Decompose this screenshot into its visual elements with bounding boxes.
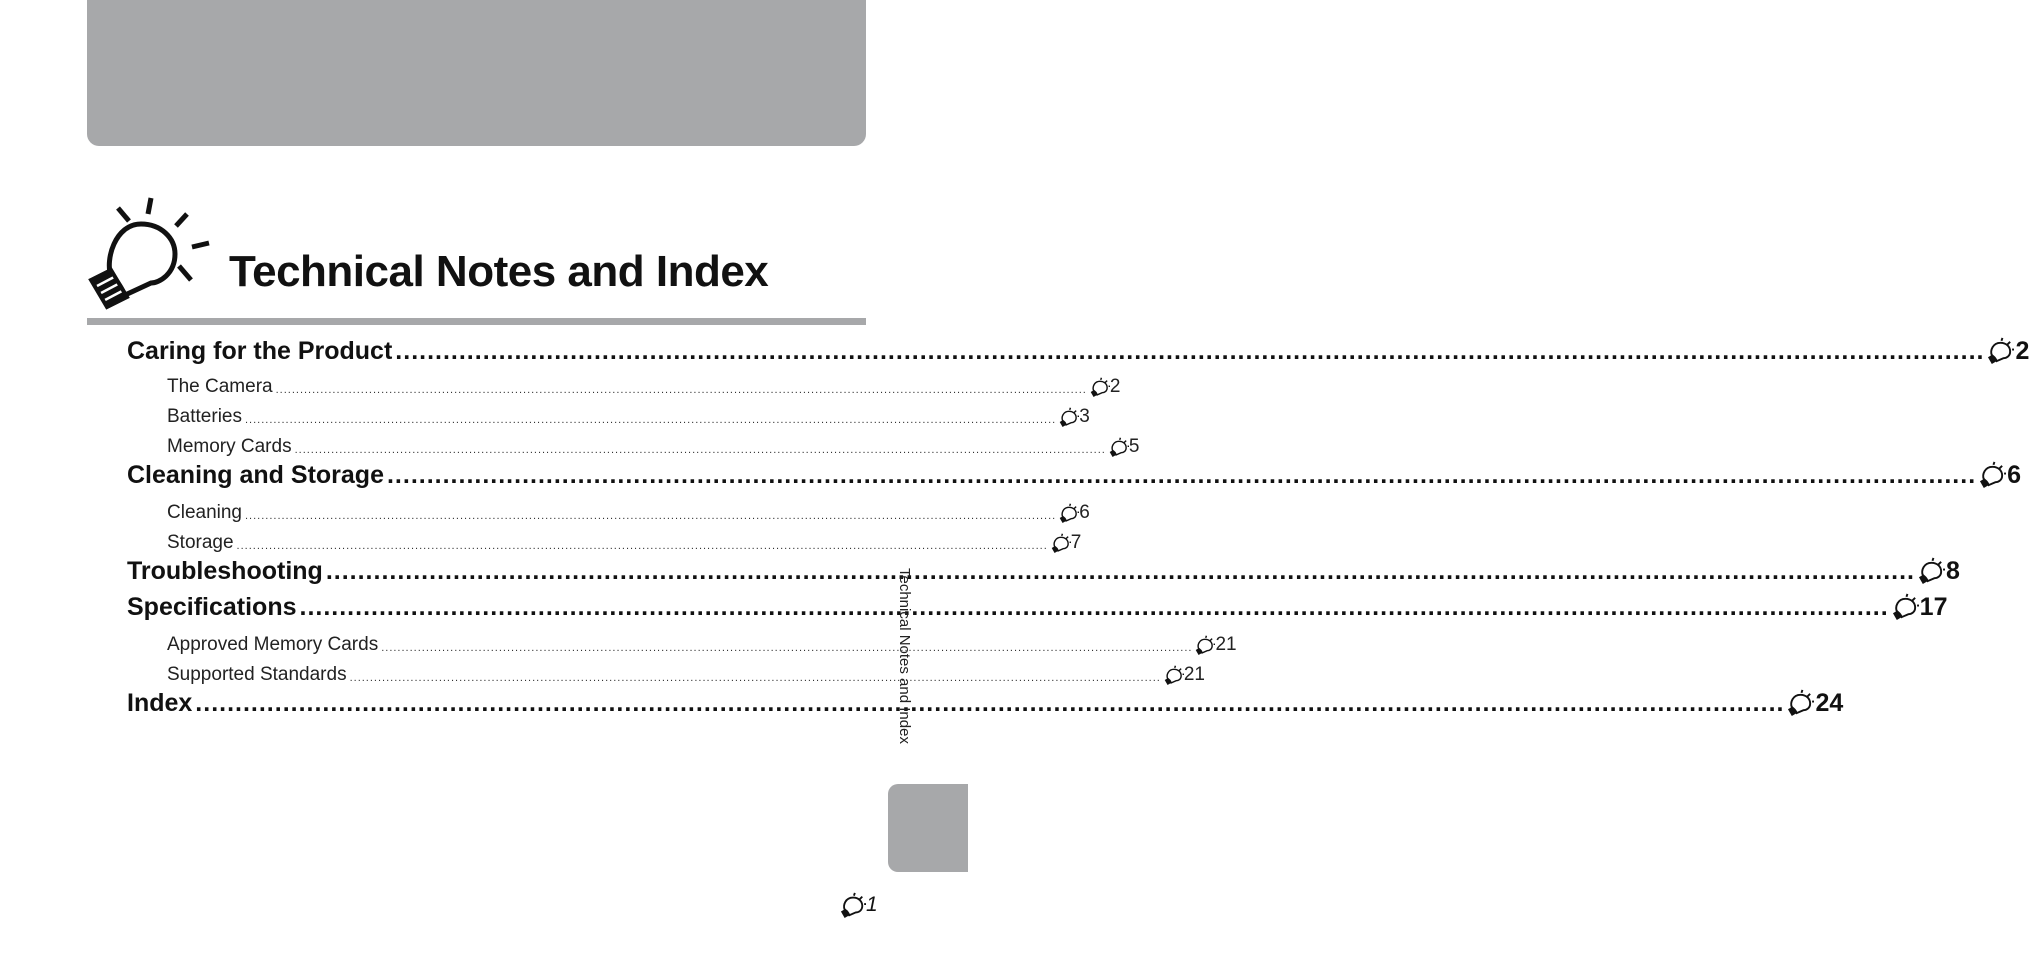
toc-entry-label: Troubleshooting [127,557,323,585]
lightbulb-icon [1051,533,1071,553]
toc-page-number: 17 [1919,593,1948,621]
toc-subsection-entry[interactable] [127,632,1237,658]
toc-subsection-entry[interactable] [127,434,1140,460]
toc-page-ref [1164,662,1205,688]
dot-leader: ........................................................................................................................................................................................................ [299,593,1889,621]
toc-section-entry[interactable] [127,554,1960,588]
dot-leader: ........................................................................................................................................................................................................ [245,510,1057,522]
lightbulb-icon [1109,437,1129,457]
lightbulb-icon [840,892,866,918]
toc-entry-label: Cleaning and Storage [127,461,384,489]
dot-leader: ........................................................................................................................................................................................................ [386,461,1977,489]
toc-entry-label: Cleaning [167,502,242,523]
top-banner [87,0,866,146]
dot-leader: ........................................................................................................................................................................................................ [275,384,1087,396]
lightbulb-icon [1090,377,1110,397]
toc-entry-label: Memory Cards [167,436,292,457]
toc-entry-label: Caring for the Product [127,337,393,365]
lightbulb-icon [1979,461,2006,488]
toc-page-number: 21 [1183,664,1205,685]
lightbulb-icon [1195,635,1215,655]
toc-page-ref [1051,530,1082,556]
toc-page-ref [1987,334,2029,368]
side-tab-label: Technical Notes and Index [896,568,913,744]
toc-page-ref [1059,500,1090,526]
toc-page-number: 24 [1815,689,1844,717]
toc-page-ref [1059,404,1090,430]
toc-page-number: 7 [1070,532,1082,553]
page-number-value: 1 [866,893,878,916]
lightbulb-icon [87,194,203,312]
dot-leader: ........................................................................................................................................................................................................ [349,672,1161,684]
toc-entry-label: Storage [167,532,234,553]
dot-leader: ........................................................................................................................................................................................................ [244,414,1057,426]
toc-page-number: 6 [2007,461,2022,489]
toc-entry-label: Specifications [127,593,297,621]
dot-leader: ........................................................................................................................................................................................................ [195,689,1785,717]
toc-section-entry[interactable] [127,686,1844,720]
chapter-title: Technical Notes and Index [229,247,769,296]
toc-page-ref [1979,458,2021,492]
dot-leader: ........................................................................................................................................................................................................ [325,557,1915,585]
toc-page-number: 2 [2015,337,2029,365]
toc-page-ref [1892,590,1948,624]
toc-page-ref [1787,686,1843,720]
lightbulb-icon [1987,337,2014,364]
toc-page-number: 6 [1079,502,1090,523]
toc-section-entry[interactable] [127,458,2022,492]
toc-page-number: 2 [1109,376,1121,397]
dot-leader: ........................................................................................................................................................................................................ [236,540,1048,552]
dot-leader: ........................................................................................................................................................................................................ [294,444,1106,456]
toc-entry-label: Index [127,689,193,717]
toc-subsection-entry[interactable] [127,530,1082,556]
lightbulb-icon [1918,557,1945,584]
toc-page-ref [1918,554,1960,588]
lightbulb-icon [1787,689,1814,716]
dot-leader: ........................................................................................................................................................................................................ [395,337,1985,365]
lightbulb-icon [1892,593,1919,620]
toc-subsection-entry[interactable] [127,374,1121,400]
toc-subsection-entry[interactable] [127,500,1090,526]
toc-subsection-entry[interactable] [127,662,1205,688]
side-tab[interactable] [888,784,968,872]
toc-entry-label: Approved Memory Cards [167,634,379,655]
page-number [840,892,878,918]
title-rule [87,318,866,325]
dot-leader: ........................................................................................................................................................................................................ [381,642,1193,654]
toc-page-number: 3 [1079,406,1090,427]
toc-page-ref [1109,434,1140,460]
toc-page-ref [1195,632,1236,658]
lightbulb-icon [1059,407,1079,427]
toc-subsection-entry[interactable] [127,404,1090,430]
toc-entry-label: Batteries [167,406,242,427]
lightbulb-icon [1059,503,1079,523]
toc-entry-label: The Camera [167,376,273,397]
toc-section-entry[interactable] [127,590,1948,624]
toc-page-number: 5 [1128,436,1140,457]
toc-page-number: 8 [1946,557,1960,585]
toc-entry-label: Supported Standards [167,664,347,685]
toc-section-entry[interactable] [127,334,2029,368]
toc-page-ref [1090,374,1121,400]
lightbulb-icon [1164,665,1184,685]
toc-page-number: 21 [1215,634,1237,655]
